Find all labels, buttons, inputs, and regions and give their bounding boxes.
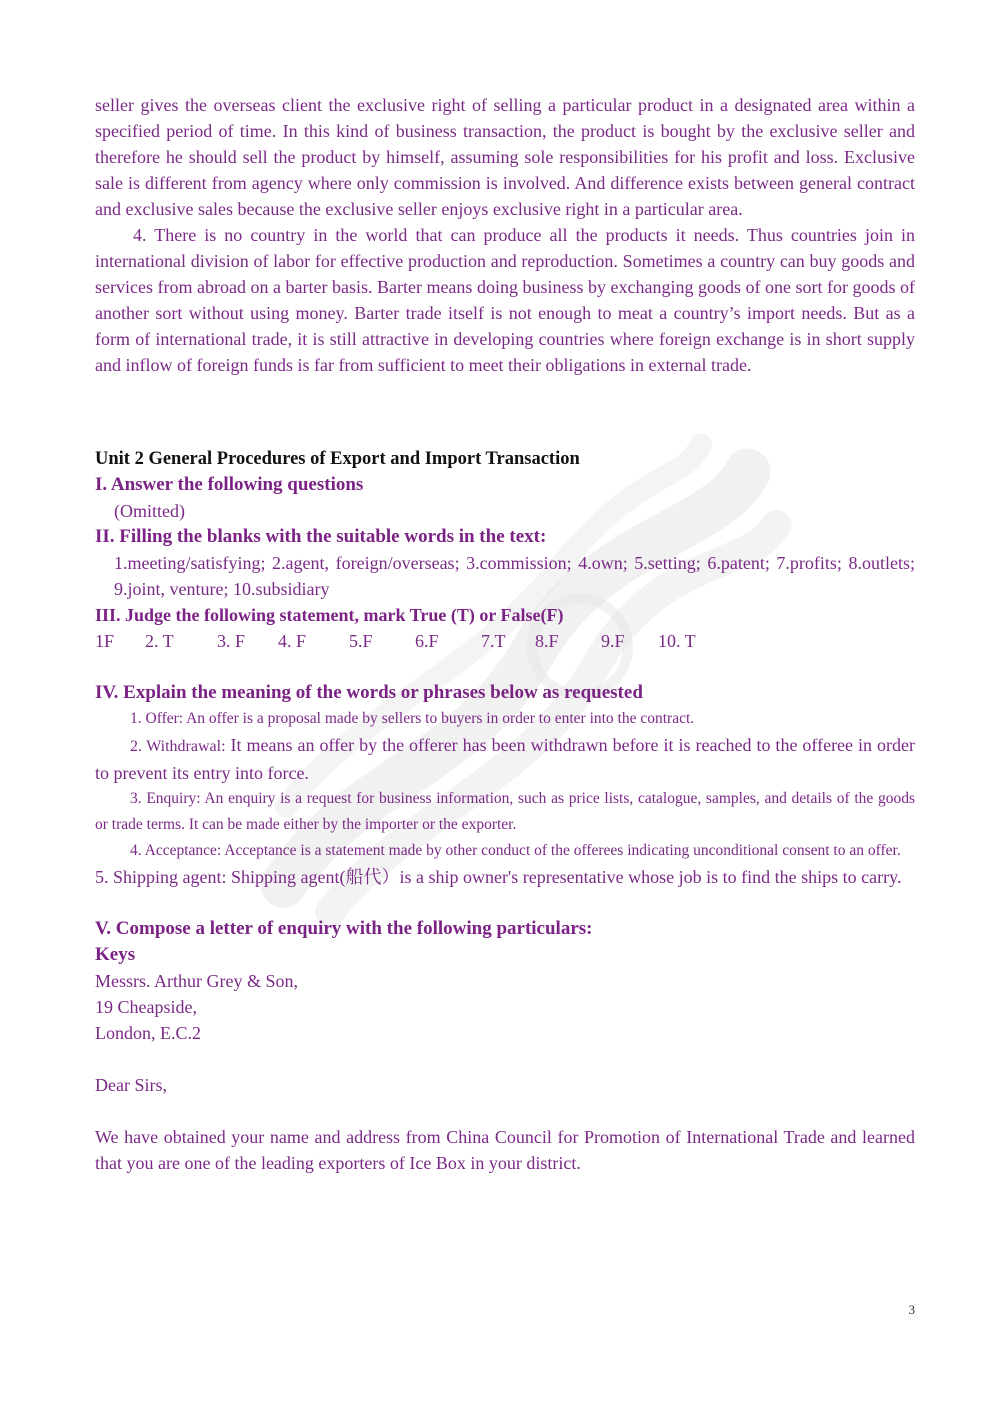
definition-shipping-agent: 5. Shipping agent: Shipping agent(船代）is a ship owner's representative whose job is to find the ships to carry.: [95, 867, 902, 887]
definition-offer: 1. Offer: An offer is a proposal made by sellers to buyers in order to enter into the contract.: [130, 710, 695, 727]
answer-item: 3. F: [217, 631, 246, 651]
address-line: 19 Cheapside,: [95, 997, 197, 1017]
spacer: [95, 1098, 915, 1124]
section-2-heading: II. Filling the blanks with the suitable words in the text:: [95, 526, 547, 547]
answer-item: 8.F: [535, 631, 559, 651]
definition-acceptance: 4. Acceptance: Acceptance is a statement made by other conduct of the offerees indicating unconditional consent to an offer.: [130, 842, 901, 859]
definition-withdrawal: [95, 732, 915, 786]
section-3-heading: III. Judge the following statement, mark True (T) or False(F): [95, 605, 564, 625]
section-2-answers: 1.meeting/satisfying; 2.agent, foreign/overseas; 3.commission; 4.own; 5.setting; 6.patent; 7.profits; 8.outlets; 9.joint, venture; 10.subsidiary: [114, 553, 915, 599]
definition-label: 2. Withdrawal:: [130, 738, 226, 755]
intro-paragraph-1: seller gives the overseas client the exclusive right of selling a particular product in a designated area within a specified period of time. In this kind of business transaction, the product is bought by the exclusive seller and therefore he should sell the product by himself, assuming sole responsibilities for his profit and loss. Exclusive sale is different from agency where only commission is involved. And difference exists between general contract and exclusive sales because the exclusive seller enjoys exclusive right in a particular area.: [95, 95, 915, 219]
spacer: [95, 1046, 915, 1072]
true-false-answers: [95, 628, 915, 654]
spacer: [95, 654, 915, 680]
section-1-body: (Omitted): [114, 501, 185, 521]
address-line: London, E.C.2: [95, 1023, 201, 1043]
address-line: Messrs. Arthur Grey & Son,: [95, 971, 298, 991]
answer-item: 5.F: [349, 631, 373, 651]
answer-item: 9.F: [601, 631, 625, 651]
document-page: [95, 92, 915, 1176]
spacer: [95, 430, 915, 446]
letter-body: We have obtained your name and address from China Council for Promotion of International Trade and learned that you are one of the leading exporters of Ice Box in your district.: [95, 1127, 915, 1173]
answer-item: 1F: [95, 631, 115, 651]
intro-paragraph-2: 4. There is no country in the world that can produce all the products it needs. Thus countries join in international division of labor for effective production and reproduction. Sometimes a country can buy goods and services from abroad on a barter basis. Barter means doing business by exchanging goods of one sort for goods of another sort without using money. Barter trade itself is not enough to meat a country’s import needs. But as a form of international trade, it is still attractive in developing countries where foreign exchange is in short supply and inflow of foreign funds is far from sufficient to meet their obligations in external trade.: [95, 225, 915, 375]
answer-item: 2. T: [145, 631, 174, 651]
section-1-heading: I. Answer the following questions: [95, 474, 364, 495]
section-4-heading: IV. Explain the meaning of the words or phrases below as requested: [95, 682, 643, 703]
letter-salutation: Dear Sirs,: [95, 1075, 167, 1095]
unit-title: Unit 2 General Procedures of Export and Import Transaction: [95, 449, 580, 469]
answer-item: 4. F: [278, 631, 307, 651]
definition-enquiry: 3. Enquiry: An enquiry is a request for business information, such as price lists, catalogue, samples, and details of the goods or trade terms. It can be made either by the importer or the exporter.: [95, 790, 915, 833]
keys-label: Keys: [95, 944, 136, 965]
spacer: [95, 890, 915, 916]
answer-item: 6.F: [415, 631, 439, 651]
spacer: [95, 378, 915, 430]
definition-text: It means an offer by the offerer has been withdrawn before it is reached to the offeree in order to prevent its entry into force.: [95, 735, 915, 783]
answer-item: 7.T: [481, 631, 506, 651]
answer-item: 10. T: [658, 631, 696, 651]
section-5-heading: V. Compose a letter of enquiry with the following particulars:: [95, 918, 593, 939]
page-number: 3: [908, 1302, 915, 1317]
